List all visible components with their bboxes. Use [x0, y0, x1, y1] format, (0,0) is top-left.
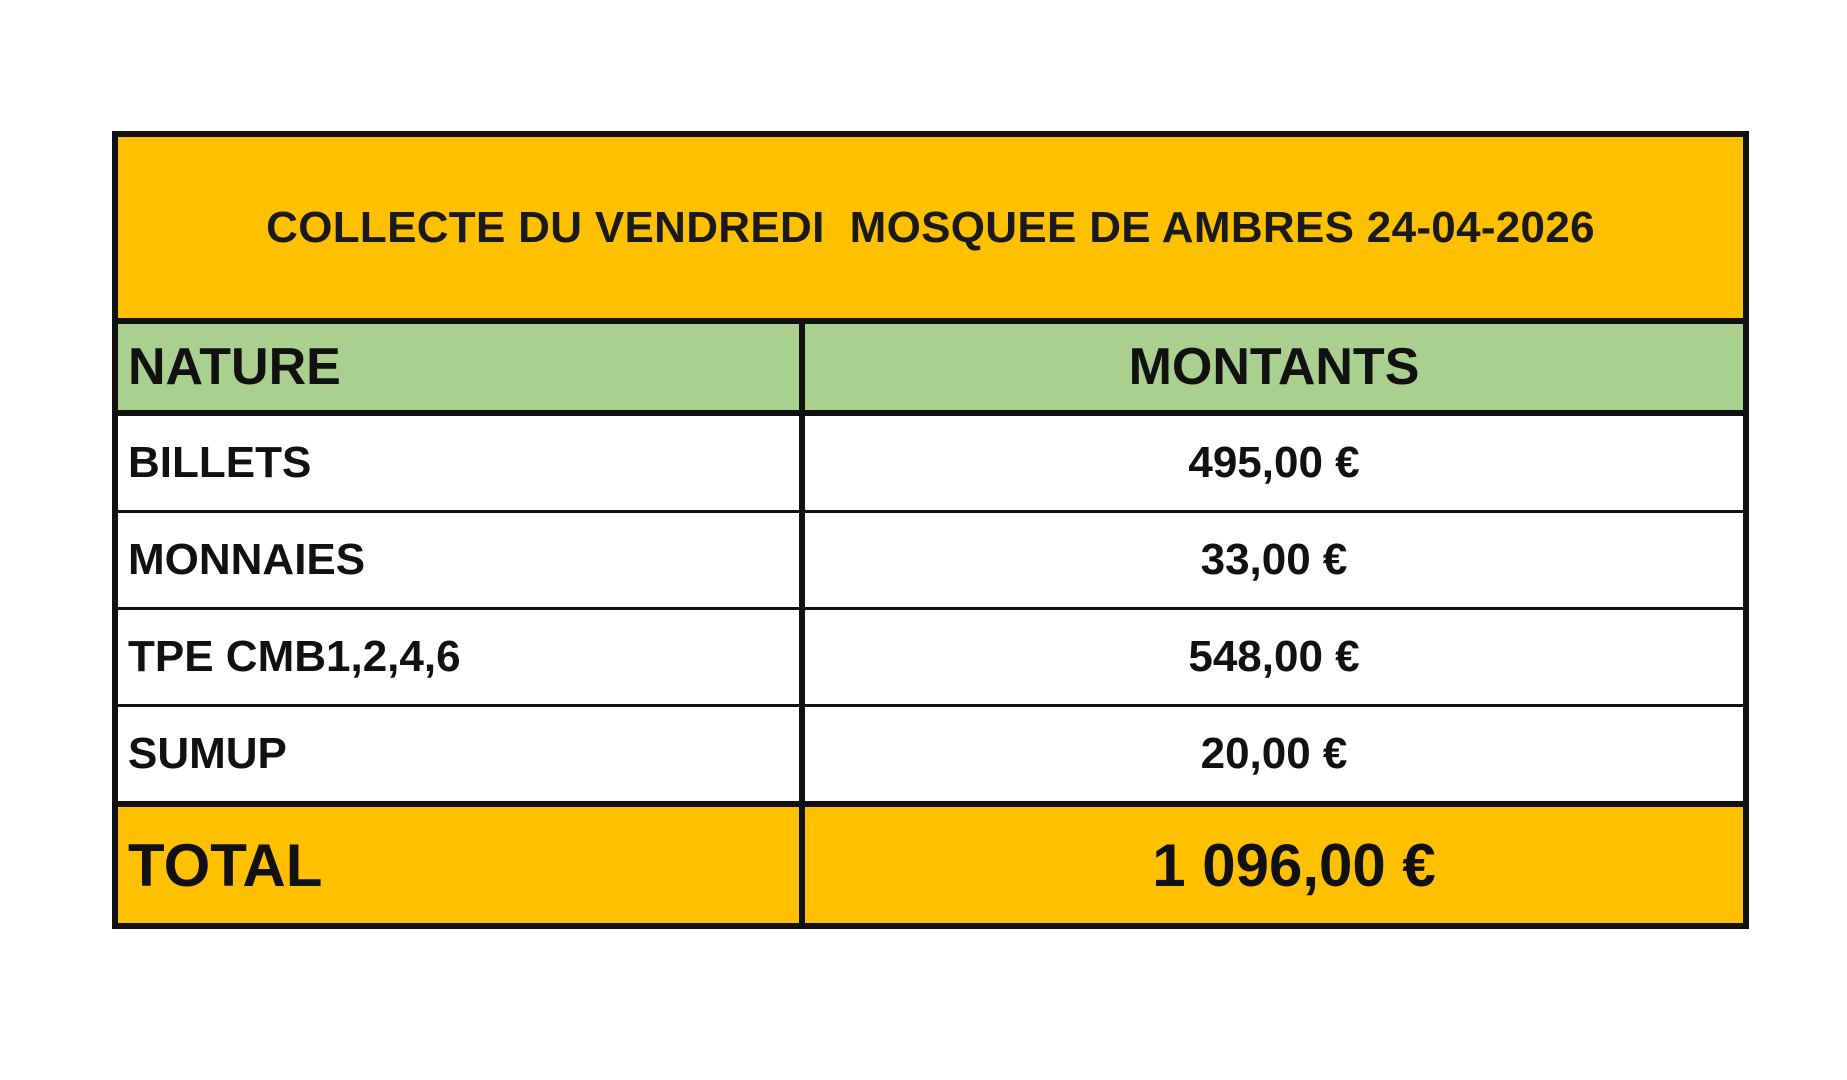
- row-tpe-amount: 548,00 €: [805, 610, 1743, 707]
- row-monnaies-label: MONNAIES: [118, 513, 805, 610]
- row-billets-amount: 495,00 €: [805, 416, 1743, 513]
- row-tpe-label: TPE CMB1,2,4,6: [118, 610, 805, 707]
- row-billets-label: BILLETS: [118, 416, 805, 513]
- header-nature: NATURE: [118, 324, 805, 416]
- table-grid: [118, 324, 1743, 923]
- row-sumup-label: SUMUP: [118, 707, 805, 804]
- collection-table: [112, 131, 1749, 929]
- table-title: COLLECTE DU VENDREDI MOSQUEE DE AMBRES 24-04-2026: [266, 202, 1595, 252]
- total-label: TOTAL: [118, 804, 805, 923]
- header-montants: MONTANTS: [805, 324, 1743, 416]
- row-sumup-amount: 20,00 €: [805, 707, 1743, 804]
- total-amount: 1 096,00 €: [805, 804, 1743, 923]
- table-title-row: [118, 137, 1743, 324]
- row-monnaies-amount: 33,00 €: [805, 513, 1743, 610]
